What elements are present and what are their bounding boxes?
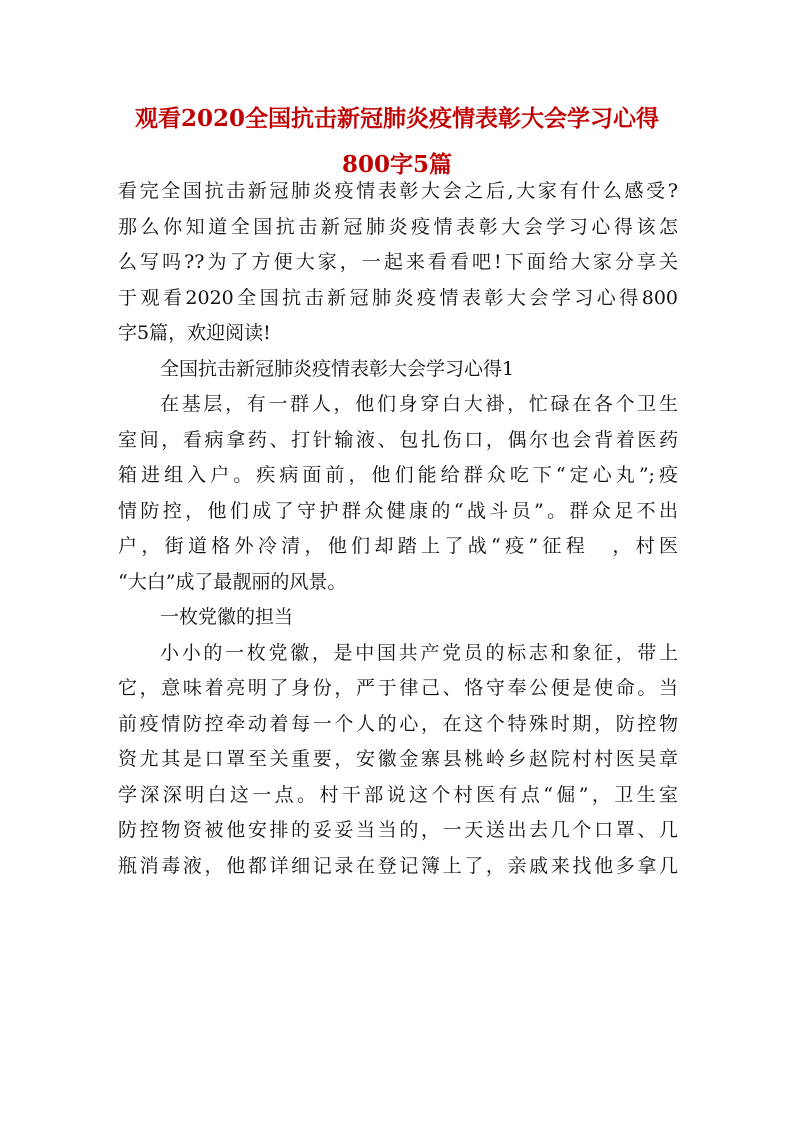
text-line: 看完全国抗击新冠肺炎疫情表彰大会之后,大家有什么感受?: [118, 180, 678, 202]
text-line: 字5篇，欢迎阅读!: [118, 322, 271, 344]
paragraph: [118, 636, 678, 885]
section-heading: 全国抗击新冠肺炎疫情表彰大会学习心得1: [160, 357, 515, 380]
paragraph: [118, 387, 678, 600]
text-line: 在基层，有一群人，他们身穿白大褂，忙碌在各个卫生: [160, 393, 678, 415]
intro-paragraph: [118, 174, 678, 352]
text-line: 于观看2020全国抗击新冠肺炎疫情表彰大会学习心得800: [118, 286, 678, 309]
subheading: 一枚党徽的担当: [160, 606, 294, 628]
text-line: 学深深明白这一点。村干部说这个村医有点“倔”，卫生室: [118, 783, 678, 806]
text-line: 箱进组入户。疾病面前，他们能给群众吃下“定心丸”;疫: [118, 464, 678, 486]
text-line: 室间，看病拿药、打针输液、包扎伤口，偶尔也会背着医药: [118, 428, 678, 451]
text-line: “大白”成了最靓丽的风景。: [118, 570, 347, 593]
title-line: 观看2020全国抗击新冠肺炎疫情表彰大会学习心得: [134, 105, 659, 132]
document-body: [118, 174, 678, 884]
text-line: 那么你知道全国抗击新冠肺炎疫情表彰大会学习心得该怎: [118, 215, 678, 238]
text-line: 它，意味着亮明了身份，严于律己、恪守奉公便是使命。当: [118, 677, 678, 699]
title-line: 800字5篇: [341, 151, 452, 178]
text-line: 防控物资被他安排的妥妥当当的，一天送出去几个口罩、几: [118, 819, 678, 841]
text-line: 前疫情防控牵动着每一个人的心，在这个特殊时期，防控物: [118, 712, 678, 735]
text-line: 资尤其是口罩至关重要，安徽金寨县桃岭乡赵院村村医吴章: [118, 748, 678, 770]
text-line: 情防控，他们成了守护群众健康的“战斗员”。群众足不出: [118, 499, 678, 522]
text-line: 瓶消毒液，他都详细记录在登记簿上了，亲戚来找他多拿几: [118, 854, 678, 877]
text-line: 么写吗??为了方便大家，一起来看看吧!下面给大家分享关: [118, 251, 678, 273]
text-line: 户，街道格外冷清，他们却踏上了战“疫”征程 ，村医: [118, 535, 678, 557]
text-line: 小小的一枚党徽，是中国共产党员的标志和象征，带上: [160, 641, 678, 664]
